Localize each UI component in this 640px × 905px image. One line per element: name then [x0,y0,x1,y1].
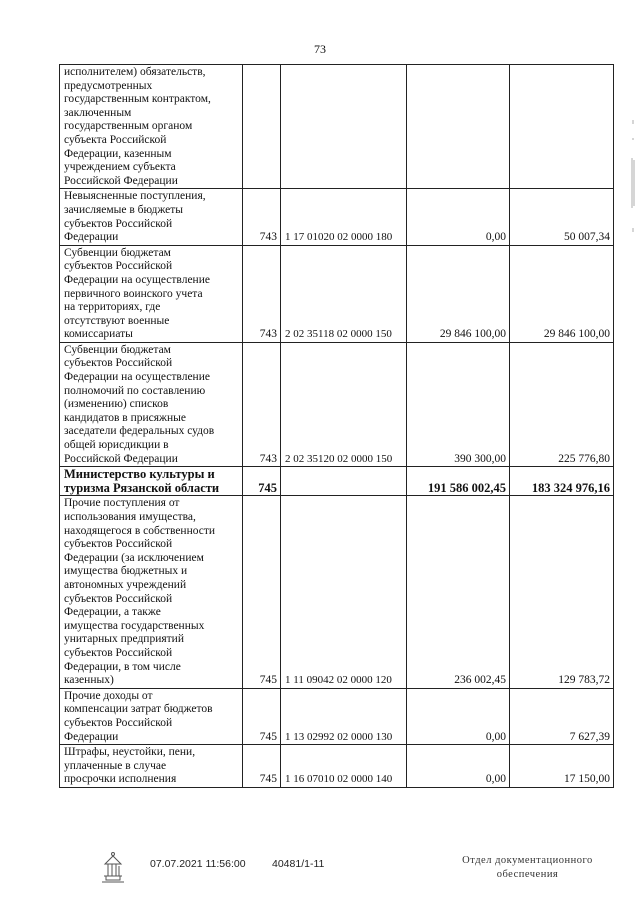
revenue-name-cell [60,65,243,189]
revenue-name-cell [60,189,243,245]
revenue-name-line: уплаченные в случае [64,759,167,772]
revenue-name-line: на территориях, где [64,301,161,314]
revenue-name-cell [60,745,243,788]
revenue-name-line: Федерации [64,231,119,244]
revenue-name-line: имущества государственных [64,619,205,632]
revenue-name-cell [60,245,243,342]
footer-datetime: 07.07.2021 11:56:00 [150,858,246,870]
actual-amount-cell: 29 846 100,00 [510,245,614,342]
revenue-name-line: Субвенции бюджетам [64,343,171,356]
revenue-name-line: имущества бюджетных и [64,565,188,578]
table-row [60,342,614,466]
table-row [60,496,614,688]
budget-code-cell: 1 13 02992 02 0000 130 [281,688,407,744]
revenue-name-line: субъектов Российской [64,217,173,230]
revenue-name-line: субъектов Российской [64,646,173,659]
actual-amount-cell: 129 783,72 [510,496,614,688]
page-number: 73 [314,42,326,56]
department-stamp-line: обеспечения [496,869,559,880]
table-row [60,245,614,342]
revenue-name-line: заседатели федеральных судов [64,425,215,438]
table-row [60,65,614,189]
table-row [60,467,614,496]
revenue-name-line: учреждением субъекта [64,161,176,174]
revenue-name-line: исполнителем) обязательств, [64,66,206,78]
budget-code-cell: 1 17 01020 02 0000 180 [281,189,407,245]
revenue-name-line: комиссариаты [64,328,133,341]
revenue-name-line: Штрафы, неустойки, пени, [64,746,196,759]
admin-code-cell: 743 [243,245,281,342]
admin-code-cell: 743 [243,342,281,466]
planned-amount-cell: 191 586 002,45 [407,467,510,496]
table-row [60,189,614,245]
scan-edge-marks [628,118,638,248]
revenue-name-line: первичного воинского учета [64,287,203,300]
planned-amount-cell: 390 300,00 [407,342,510,466]
table-row [60,745,614,788]
budget-code-cell [281,467,407,496]
revenue-name-line: Российской Федерации [64,452,178,465]
revenue-name-line: субъектов Российской [64,357,173,370]
actual-amount-cell: 7 627,39 [510,688,614,744]
revenue-name-line: заключенным [64,106,132,119]
revenue-name-line: Прочие поступления от [64,497,180,510]
revenue-name-line: туризма Рязанской области [64,480,220,495]
revenue-name-line: использования имущества, [64,511,196,523]
admin-code-cell: 745 [243,496,281,688]
revenue-name-line: унитарных предприятий [64,633,184,646]
revenue-name-line: субъекта Российской [64,133,167,146]
table-row [60,688,614,744]
revenue-name-line: просрочки исполнения [64,773,177,786]
actual-amount-cell [510,65,614,189]
department-stamp-line: Отдел документационного [462,855,593,866]
department-stamp [440,854,615,882]
revenue-name-line: компенсации затрат бюджетов [64,703,213,716]
actual-amount-cell: 225 776,80 [510,342,614,466]
revenue-name-line: Федерации, казенным [64,147,172,160]
planned-amount-cell [407,65,510,189]
admin-code-cell: 745 [243,688,281,744]
revenue-name-line: Федерации [64,730,119,743]
revenue-name-line: государственным контрактом, [64,93,211,106]
revenue-name-line: субъектов Российской [64,716,173,729]
revenue-name-line: (изменению) списков [64,398,169,411]
revenue-name-line: Федерации на осуществление [64,371,210,384]
planned-amount-cell: 29 846 100,00 [407,245,510,342]
revenue-name-line: полномочий по составлению [64,384,206,397]
revenue-name-line: предусмотренных [64,79,153,92]
revenue-name-line: общей юрисдикции в [64,439,169,452]
actual-amount-cell: 183 324 976,16 [510,467,614,496]
revenue-name-line: государственным органом [64,120,193,133]
revenue-name-line: отсутствуют военные [64,314,170,327]
revenue-name-line: субъектов Российской [64,538,173,551]
revenue-name-line: казенных) [64,674,114,687]
footer-reg-number: 40481/1-11 [272,858,325,870]
planned-amount-cell: 0,00 [407,688,510,744]
admin-code-cell: 743 [243,189,281,245]
budget-code-cell: 2 02 35120 02 0000 150 [281,342,407,466]
revenue-name-line: Российской Федерации [64,174,178,187]
revenue-name-line: автономных учреждений [64,578,187,591]
actual-amount-cell: 50 007,34 [510,189,614,245]
admin-code-cell: 745 [243,467,281,496]
revenue-name-line: Федерации на осуществление [64,273,210,286]
budget-code-cell: 2 02 35118 02 0000 150 [281,245,407,342]
revenue-name-cell [60,467,243,496]
table-body [60,65,614,788]
revenue-name-line: Субвенции бюджетам [64,246,171,259]
revenue-name-cell [60,688,243,744]
revenue-name-line: Министерство культуры и [64,467,215,482]
actual-amount-cell: 17 150,00 [510,745,614,788]
revenue-name-line: субъектов Российской [64,592,173,605]
planned-amount-cell: 0,00 [407,189,510,245]
admin-code-cell: 745 [243,745,281,788]
revenue-name-line: Федерации, а также [64,606,161,619]
planned-amount-cell: 236 002,45 [407,496,510,688]
revenue-name-line: кандидатов в присяжные [64,411,186,424]
revenue-name-line: Федерации (за исключением [64,551,204,564]
duma-emblem-icon [96,850,130,884]
revenue-name-cell [60,342,243,466]
revenue-table [59,64,614,788]
revenue-name-line: зачисляемые в бюджеты [64,203,184,216]
revenue-name-line: Невыясненные поступления, [64,190,206,203]
revenue-name-line: Федерации, в том числе [64,660,181,673]
budget-code-cell [281,65,407,189]
budget-code-cell: 1 16 07010 02 0000 140 [281,745,407,788]
revenue-name-line: находящегося в собственности [64,524,216,537]
revenue-name-cell [60,496,243,688]
planned-amount-cell: 0,00 [407,745,510,788]
revenue-name-line: Прочие доходы от [64,689,153,702]
revenue-name-line: субъектов Российской [64,260,173,273]
admin-code-cell [243,65,281,189]
budget-code-cell: 1 11 09042 02 0000 120 [281,496,407,688]
